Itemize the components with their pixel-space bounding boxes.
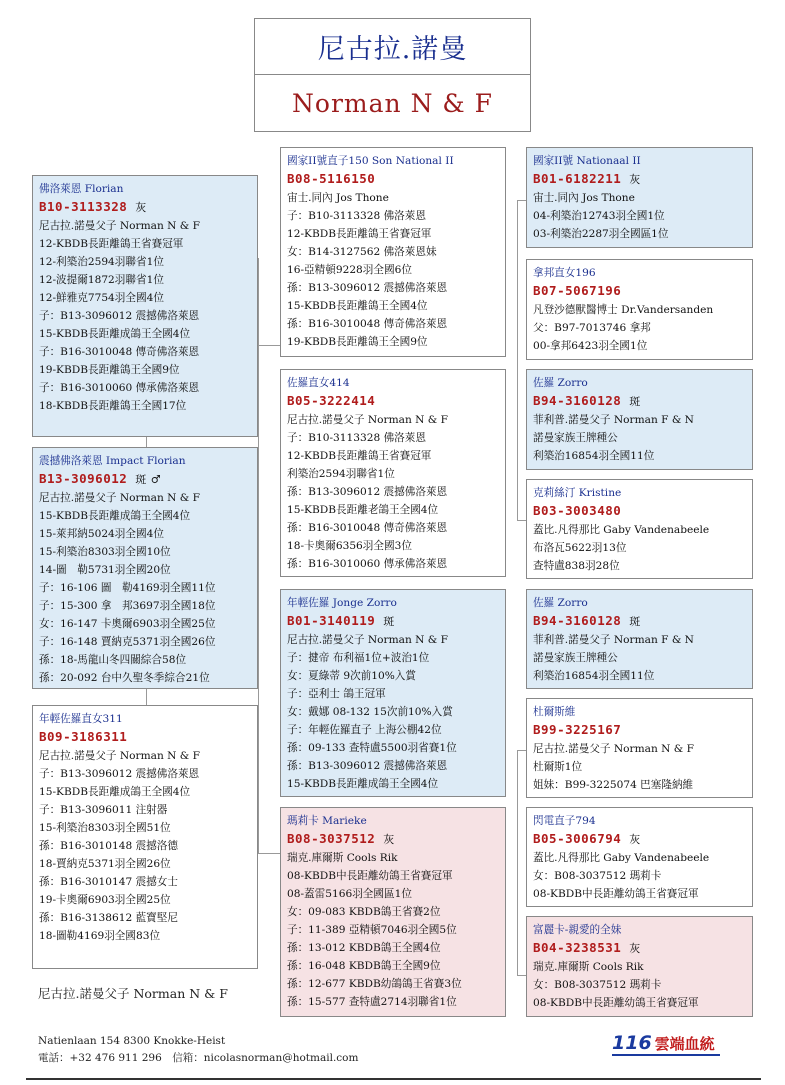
ring-number: B13-3096012	[39, 471, 128, 486]
card-line: 尼古拉.諾曼父子 Norman N & F	[287, 414, 448, 426]
card-dds	[526, 807, 753, 907]
card-name: 佛洛萊恩 Florian	[39, 183, 124, 195]
ring-number: B08-3037512	[287, 831, 376, 846]
card-line: 19-卡奧爾6903羽全國25位	[39, 894, 171, 906]
card-dam	[32, 705, 258, 969]
card-line: 15-利築治8303羽全國10位	[39, 546, 171, 558]
card-line: 孫：B16-3010048 傳奇佛洛萊恩	[287, 318, 448, 330]
card-sss	[526, 147, 753, 248]
card-line: 諾曼家族王牌種公	[533, 432, 618, 444]
connector-line	[517, 750, 526, 751]
card-dss	[526, 589, 753, 689]
card-line: 女：B08-3037512 瑪莉卡	[533, 870, 662, 882]
card-line: 尼古拉.諾曼父子 Norman N & F	[39, 750, 200, 762]
card-line: 孫：16-048 KBDB鴿王全國9位	[287, 960, 441, 972]
connector-line	[517, 200, 526, 201]
color-mark: 灰	[629, 942, 641, 955]
card-line: 12-KBDB長距離鴿王省賽冠軍	[287, 450, 432, 462]
card-line: 孫：12-677 KBDB幼鴿鴿王省賽3位	[287, 978, 462, 990]
card-line: 蓋比.凡得那比 Gaby Vandenabeele	[533, 524, 710, 536]
color-mark: 斑	[629, 615, 641, 628]
card-line: 子：B10-3113328 佛洛萊恩	[287, 210, 426, 222]
card-line: 12-波提爾1872羽聯省1位	[39, 274, 164, 286]
owner-name: 尼古拉.諾曼父子 Norman N & F	[38, 986, 228, 1001]
card-line: 瑞克.庫爾斯 Cools Rik	[287, 852, 398, 864]
connector-line	[517, 520, 526, 521]
color-mark: 斑 ♂	[135, 473, 162, 486]
card-line: 15-KBDB長距離成鴿王全國4位	[287, 778, 439, 790]
color-mark: 斑	[383, 615, 395, 628]
card-line: 04-利築治12743羽全國1位	[533, 210, 665, 222]
card-line: 子：16-106 圖 勒4169羽全國11位	[39, 582, 216, 594]
card-line: 利築治16854羽全國11位	[533, 670, 655, 682]
card-line: 15-KBDB長距離成鴿王全國4位	[39, 510, 191, 522]
card-dsd	[526, 698, 753, 798]
footer-divider	[26, 1078, 761, 1080]
card-line: 08-KBDB中長距離幼鴿王省賽冠軍	[533, 888, 699, 900]
card-line: 孫：B16-3010148 震撼洛德	[39, 840, 178, 852]
color-mark: 灰	[629, 173, 641, 186]
card-line: 姐妹：B99-3225074 巴塞隆納維	[533, 779, 694, 791]
title-chinese: 尼古拉.諾曼	[255, 19, 530, 75]
ring-number: B08-5116150	[287, 171, 376, 186]
card-name: 佐羅直女414	[287, 377, 350, 389]
ring-number: B99-3225167	[533, 722, 622, 737]
card-line: 16-亞精頓9228羽全國6位	[287, 264, 412, 276]
card-line: 08-KBDB中長距離幼鴿王省賽冠軍	[533, 997, 699, 1009]
card-line: 杜爾斯1位	[533, 761, 583, 773]
connector-line	[258, 853, 280, 854]
card-line: 15-KBDB長距離成鴿王全國4位	[39, 328, 191, 340]
card-line: 12-利築治2594羽聯省1位	[39, 256, 164, 268]
card-line: 蓋比.凡得那比 Gaby Vandenabeele	[533, 852, 710, 864]
card-name: 佐羅 Zorro	[533, 377, 588, 389]
card-line: 孫：B16-3010060 傳承佛洛萊恩	[287, 558, 448, 570]
card-line: 18-KBDB長距離鴿王全國17位	[39, 400, 187, 412]
logo-text: 雲端血統	[654, 1035, 715, 1053]
card-name: 閃電直子794	[533, 815, 596, 827]
card-line: 父：B97-7013746 拿邦	[533, 322, 651, 334]
color-mark: 灰	[135, 201, 147, 214]
card-line: 孫：20-092 台中久聖冬季綜合21位	[39, 672, 210, 684]
card-line: 孫：09-133 查特盧5500羽省賽1位	[287, 742, 457, 754]
card-dam-sire	[280, 589, 506, 797]
card-line: 子：16-148 賈納克5371羽全國26位	[39, 636, 216, 648]
ring-number: B94-3160128	[533, 613, 622, 628]
color-mark: 灰	[383, 833, 395, 846]
card-line: 尼古拉.諾曼父子 Norman N & F	[39, 492, 200, 504]
connector-line	[517, 200, 518, 520]
card-line: 子：B16-3010060 傳承佛洛萊恩	[39, 382, 200, 394]
connector-line	[517, 975, 526, 976]
card-line: 子：亞利士 鴿王冠軍	[287, 688, 386, 700]
card-line: 查特盧838羽28位	[533, 560, 620, 572]
connector-line	[146, 437, 147, 447]
card-line: 12-KBDB長距離鴿王省賽冠軍	[39, 238, 184, 250]
connector-line	[517, 750, 518, 975]
card-line: 子：B13-3096012 震撼佛洛萊恩	[39, 310, 200, 322]
card-line: 子：年輕佐羅直子 上海公棚42位	[287, 724, 442, 736]
card-line: 08-蓋雷5166羽全國區1位	[287, 888, 412, 900]
card-line: 孫：B13-3096012 震撼佛洛萊恩	[287, 760, 448, 772]
ring-number: B01-6182211	[533, 171, 622, 186]
logo-underline	[612, 1054, 720, 1056]
title-english: Norman N & F	[292, 89, 493, 118]
ring-number: B03-3003480	[533, 503, 622, 518]
ring-number: B94-3160128	[533, 393, 622, 408]
card-name: 震撼佛洛萊恩 Impact Florian	[39, 455, 186, 467]
card-line: 14-圖 勒5731羽全國20位	[39, 564, 171, 576]
card-line: 18-卡奧爾6356羽全國3位	[287, 540, 412, 552]
card-line: 子：B16-3010048 傳奇佛洛萊恩	[39, 346, 200, 358]
card-line: 15-KBDB長距離成鴿王全國4位	[39, 786, 191, 798]
card-line: 菲利普.諾曼父子 Norman F & N	[533, 414, 694, 426]
card-line: 19-KBDB長距離鴿王全國9位	[39, 364, 180, 376]
card-line: 15-KBDB長距離老鴿王全國4位	[287, 504, 439, 516]
card-name: 年輕佐羅直女311	[39, 713, 123, 725]
logo-number: 116	[612, 1032, 652, 1054]
color-mark: 灰	[629, 833, 641, 846]
card-line: 尼古拉.諾曼父子 Norman N & F	[39, 220, 200, 232]
card-name: 國家II號直子150 Son National II	[287, 155, 454, 167]
connector-line	[258, 345, 280, 346]
card-line: 孫：13-012 KBDB鴿王全國4位	[287, 942, 441, 954]
card-line: 03-利築治2287羽全國區1位	[533, 228, 669, 240]
card-line: 孫：B16-3010147 震撼女士	[39, 876, 178, 888]
card-line: 00-拿邦6423羽全國1位	[533, 340, 648, 352]
card-line: 女：16-147 卡奧爾6903羽全國25位	[39, 618, 216, 630]
card-line: 孫：B16-3010048 傳奇佛洛萊恩	[287, 522, 448, 534]
card-line: 12-KBDB長距離鴿王省賽冠軍	[287, 228, 432, 240]
owner-address: Natienlaan 154 8300 Knokke-Heist	[38, 1035, 226, 1047]
card-line: 19-KBDB長距離鴿王全國9位	[287, 336, 428, 348]
card-line: 孫：18-馬龍山冬四關綜合58位	[39, 654, 187, 666]
card-line: 尼古拉.諾曼父子 Norman N & F	[533, 743, 694, 755]
card-line: 子：揵帝 布利福1位+波治1位	[287, 652, 430, 664]
ring-number: B10-3113328	[39, 199, 128, 214]
card-sds	[526, 369, 753, 470]
card-line: 18-圖勒4169羽全國83位	[39, 930, 161, 942]
card-sdd	[526, 479, 753, 579]
card-line: 18-賈納克5371羽全國26位	[39, 858, 171, 870]
card-subject	[32, 447, 258, 689]
card-name: 杜爾斯維	[533, 706, 576, 718]
card-line: 凡登沙德獸醫博士 Dr.Vandersanden	[533, 304, 714, 316]
card-line: 08-KBDB中長距離幼鴿王省賽冠軍	[287, 870, 453, 882]
card-sire	[32, 175, 258, 437]
card-line: 宙士.同內 Jos Thone	[287, 192, 389, 204]
card-line: 子：B13-3096012 震撼佛洛萊恩	[39, 768, 200, 780]
card-line: 12-鮮雅克7754羽全國4位	[39, 292, 164, 304]
card-line: 孫：15-577 查特盧2714羽聯省1位	[287, 996, 457, 1008]
ring-number: B09-3186311	[39, 729, 128, 744]
card-ssd	[526, 259, 753, 360]
card-line: 孫：B13-3096012 震撼佛洛萊恩	[287, 282, 448, 294]
card-line: 女：B14-3127562 佛洛萊恩妹	[287, 246, 437, 258]
card-name: 克莉絲汀 Kristine	[533, 487, 622, 499]
ring-number: B04-3238531	[533, 940, 622, 955]
card-line: 孫：B16-3138612 藍寶堅尼	[39, 912, 178, 924]
card-line: 女：戴娜 08-132 15次前10%入賞	[287, 706, 453, 718]
card-line: 利築治16854羽全國11位	[533, 450, 655, 462]
card-line: 子：11-389 亞精頓7046羽全國5位	[287, 924, 457, 936]
owner-contact	[38, 1033, 358, 1067]
ring-number: B05-3006794	[533, 831, 622, 846]
card-sire-sire	[280, 147, 506, 357]
card-line: 15-萊邦納5024羽全國4位	[39, 528, 164, 540]
card-name: 拿邦直女196	[533, 267, 596, 279]
card-name: 國家II號 Nationaal II	[533, 155, 641, 167]
card-name: 瑪莉卡 Marieke	[287, 815, 367, 827]
card-line: 女：09-083 KBDB鴿王省賽2位	[287, 906, 441, 918]
card-ddd	[526, 916, 753, 1017]
card-line: 宙士.同內 Jos Thone	[533, 192, 635, 204]
card-line: 瑞克.庫爾斯 Cools Rik	[533, 961, 644, 973]
card-line: 菲利普.諾曼父子 Norman F & N	[533, 634, 694, 646]
card-line: 諾曼家族王牌種公	[533, 652, 618, 664]
card-sire-dam	[280, 369, 506, 577]
site-logo	[612, 1032, 715, 1054]
card-line: 尼古拉.諾曼父子 Norman N & F	[287, 634, 448, 646]
card-line: 利築治2594羽聯省1位	[287, 468, 395, 480]
owner-phone-email: 電話：+32 476 911 296 信箱：nicolasnorman@hotmail.com	[38, 1052, 359, 1064]
color-mark: 斑	[629, 395, 641, 408]
card-name: 富麗卡-親愛的全妹	[533, 924, 622, 936]
card-name: 年輕佐羅 Jonge Zorro	[287, 597, 397, 609]
card-line: 15-利築治8303羽全國51位	[39, 822, 171, 834]
card-line: 孫：B13-3096012 震撼佛洛萊恩	[287, 486, 448, 498]
pedigree-title	[254, 18, 531, 132]
connector-line	[258, 258, 259, 853]
card-line: 女：B08-3037512 瑪莉卡	[533, 979, 662, 991]
card-line: 女：夏綠蒂 9次前10%入賞	[287, 670, 416, 682]
card-line: 子：15-300 拿 邦3697羽全國18位	[39, 600, 216, 612]
card-line: 布洛瓦5622羽13位	[533, 542, 627, 554]
card-line: 子：B10-3113328 佛洛萊恩	[287, 432, 426, 444]
ring-number: B07-5067196	[533, 283, 622, 298]
card-name: 佐羅 Zorro	[533, 597, 588, 609]
ring-number: B01-3140119	[287, 613, 376, 628]
ring-number: B05-3222414	[287, 393, 376, 408]
connector-line	[146, 689, 147, 705]
card-line: 子：B13-3096011 注射器	[39, 804, 168, 816]
card-line: 15-KBDB長距離鴿王全國4位	[287, 300, 428, 312]
card-dam-dam	[280, 807, 506, 1017]
